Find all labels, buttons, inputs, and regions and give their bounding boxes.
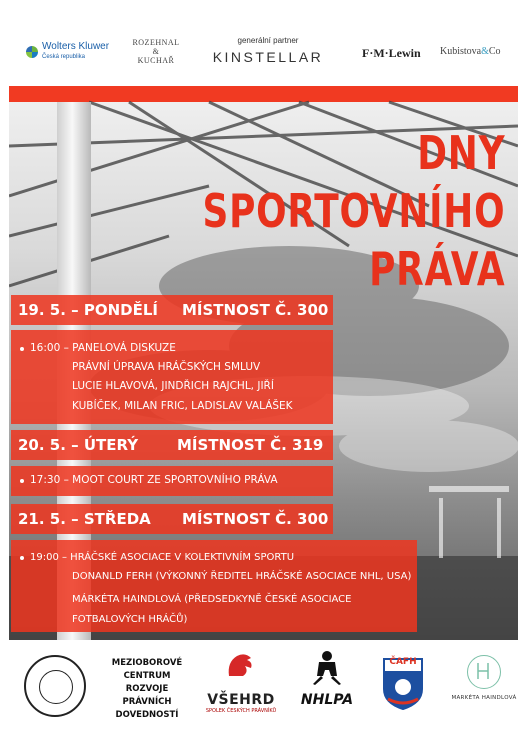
day-3-room: MÍSTNOST Č. 300	[182, 510, 329, 528]
nhlpa-logo: NHLPA	[298, 650, 356, 708]
day-1-room: MÍSTNOST Č. 300	[182, 301, 329, 319]
day-1-line-3: LUCIE HLAVOVÁ, JINDŘICH RAJCHL, JIŘÍ	[72, 380, 274, 392]
fmlewin-logo: F·M·Lewin	[362, 46, 421, 60]
wolters-kluwer-logo	[26, 42, 109, 62]
wolters-kluwer-sub: Česká republika	[42, 54, 86, 60]
rozehnal-line1: ROZEHNAL	[132, 38, 180, 47]
bullet	[20, 347, 24, 351]
mcrpd-logo: MEZIOBOROVÉ CENTRUM ROZVOJE PRÁVNÍCH DOVEDNOSTÍ	[111, 658, 183, 720]
day-2-room: MÍSTNOST Č. 319	[177, 436, 324, 454]
event-title	[202, 124, 505, 298]
cafh-logo: ČAFH	[380, 655, 426, 711]
sponsor-logos	[0, 0, 527, 86]
title-line-1: DNY	[416, 126, 505, 180]
mh-monogram-icon	[467, 655, 501, 689]
hockey-player-icon	[307, 650, 347, 686]
day-3-line-4: FOTBALOVÝCH HRÁČŮ)	[72, 614, 188, 625]
day-1-line-1: 16:00 – PANELOVÁ DISKUZE	[30, 342, 176, 354]
haindlova-logo: MARKÉTA HAINDLOVÁ	[448, 655, 520, 701]
title-line-2: SPORTOVNÍHO	[202, 184, 505, 238]
wolters-kluwer-name: Wolters Kluwer	[42, 41, 110, 52]
rozehnal-line3: KUCHAŘ	[137, 56, 175, 65]
kinstellar-sub: generální partner	[237, 36, 299, 45]
university-seal-icon	[24, 655, 86, 717]
lion-icon	[223, 648, 259, 684]
day-1-line-4: KUBÍČEK, MILAN FRIC, LADISLAV VALÁŠEK	[72, 400, 293, 412]
bullet	[20, 556, 24, 560]
wolters-kluwer-icon	[26, 46, 38, 58]
day-3-date: 21. 5. – STŘEDA	[18, 510, 151, 528]
kubistova-logo: Kubistova&Co	[440, 46, 501, 57]
kinstellar-logo	[200, 36, 336, 65]
day-1-line-2: PRÁVNÍ ÚPRAVA HRÁČSKÝCH SMLUV	[72, 361, 261, 373]
day-2-line-1: 17:30 – MOOT COURT ZE SPORTOVNÍHO PRÁVA	[30, 474, 278, 486]
title-line-3: PRÁVA	[368, 242, 505, 296]
rozehnal-line2: &	[152, 47, 160, 56]
vsehrd-logo: VŠEHRD SPOLEK ČESKÝCH PRÁVNÍKŮ	[203, 648, 279, 714]
day-3-line-2: DONANLD FERH (VÝKONNÝ ŘEDITEL HRÁČSKÉ ASOCIACE NHL, USA)	[72, 571, 412, 582]
bullet	[20, 479, 24, 483]
day-1-date: 19. 5. – PONDĚLÍ	[18, 301, 159, 319]
kinstellar-name: KINSTELLAR	[212, 49, 324, 65]
day-2-date: 20. 5. – ÚTERÝ	[18, 436, 139, 454]
day-3-line-3: MÁRKÉTA HAINDLOVÁ (PŘEDSEDKYNĚ ČESKÉ ASOCIACE	[72, 594, 352, 605]
rozehnal-kuchar-logo	[128, 38, 184, 65]
day-3-line-1: 19:00 – HRÁČSKÉ ASOCIACE V KOLEKTIVNÍM SPORTU	[30, 552, 295, 563]
